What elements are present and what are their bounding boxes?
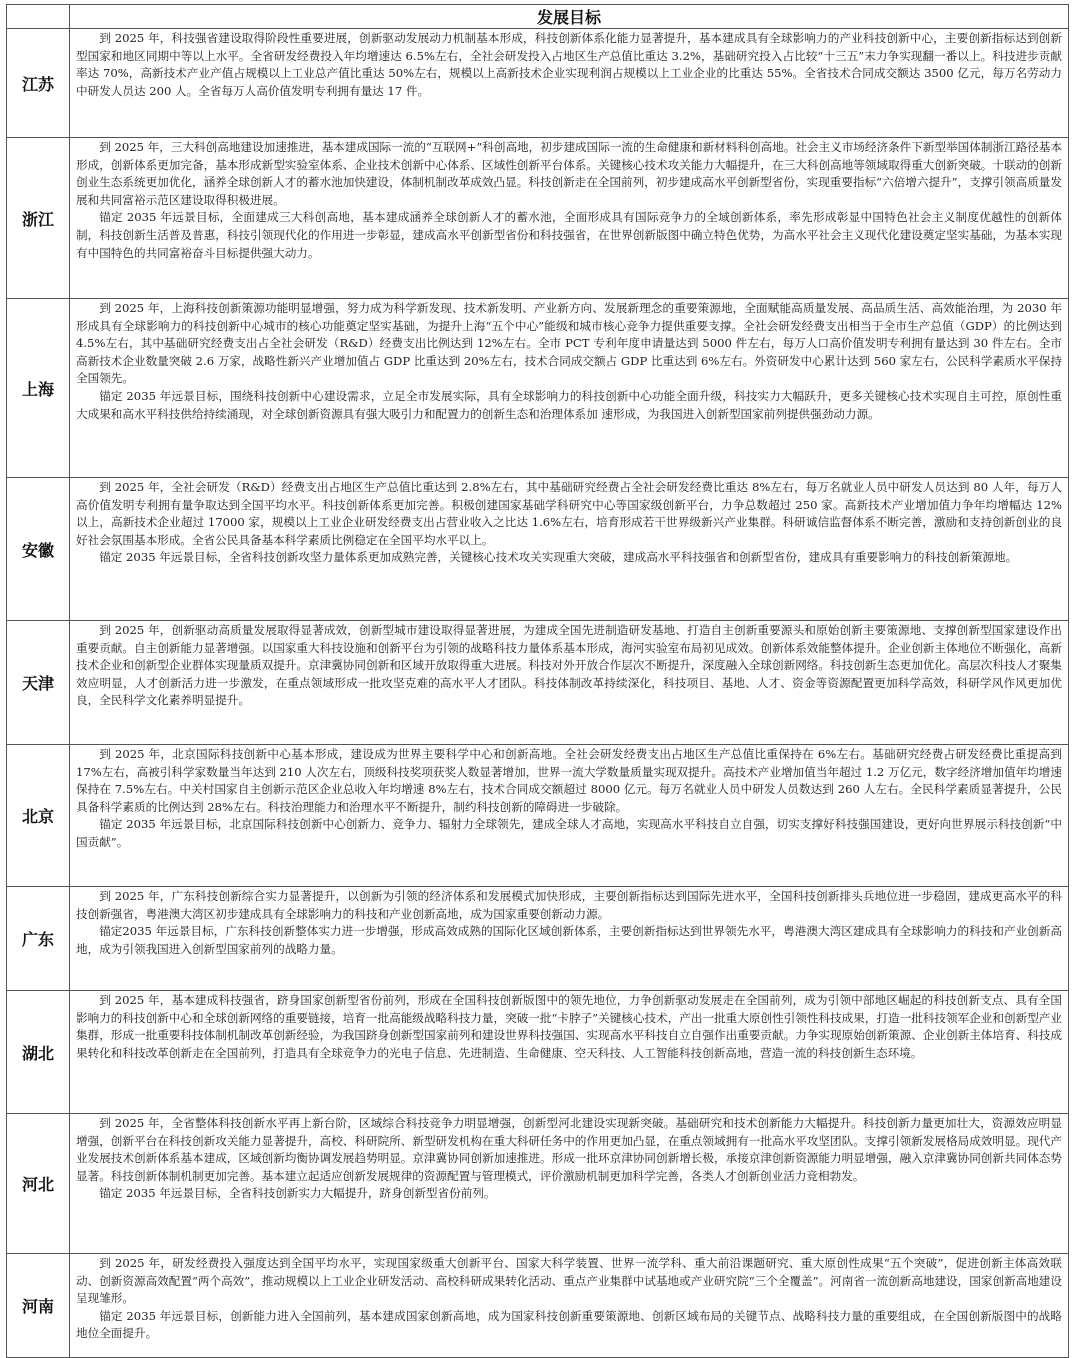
goal-content [70,478,1069,621]
goal-paragraph: 到 2025 年，研发经费投入强度达到全国平均水平，实现国家级重大创新平台、国家大科学装置、世界一流学科、重大前沿课题研究、重大原创性成果“五个突破”，促进创新主体高效联动、创新资源高效配置“两个高效”，推动规模以上工业企业研发活动、高校科研成果转化活动、重点产业集群中试基地或产业研究院“三个全覆盖”。河南省一流创新高地建设，国家创新高地建设呈现雏形。 [76,1256,1062,1306]
region-header-cell [7,5,70,29]
table-row [7,745,1069,887]
region-name: 江苏 [7,29,70,138]
table-row [7,991,1069,1114]
region-name: 河北 [7,1114,70,1254]
goal-paragraph: 到 2025 年，广东科技创新综合实力显著提升，以创新为引领的经济体系和发展模式加快形成，主要创新指标达到国际先进水平，全国科技创新排头兵地位进一步稳固，建成更高水平的科技创新强省，粤港澳大湾区初步建成具有全球影响力的科技和产业创新高地，成为国家重要创新动力源。 [76,889,1062,921]
region-name: 天津 [7,621,70,745]
goal-content [70,299,1069,478]
table-row [7,1114,1069,1254]
table-row [7,887,1069,991]
region-name: 湖北 [7,991,70,1114]
goal-content [70,745,1069,887]
table-title: 发展目标 [70,5,1069,29]
table-row [7,138,1069,299]
region-name: 浙江 [7,138,70,299]
region-name: 安徽 [7,478,70,621]
goal-content [70,887,1069,991]
goal-paragraph: 到 2025 年，基本建成科技强省，跻身国家创新型省份前列，形成在全国科技创新版图中的领先地位，力争创新驱动发展走在全国前列，成为引领中部地区崛起的科技创新支点、具有全国影响力的科技创新中心和全球创新网络的重要链接，培育一批高能级战略科技力量，突破一批“卡脖子”关键核心技术，产出一批重大原创性引领性科技成果，打造一批科技领军企业和创新型产业集群，形成一批重要科技体制机制改革创新经验，为我国跻身创新型国家前列和建设世界科技强国、实现高水平科技自立自强作出重要贡献。力争实现原始创新策源、企业创新主体培育、科技成果转化和科技改革创新走在全国前列，打造具有全球竞争力的光电子信息、先进制造、生命健康、空天科技、人工智能科技创新高地，营造一流的科技创新生态环境。 [76,993,1062,1060]
goal-paragraph: 到 2025 年，北京国际科技创新中心基本形成，建设成为世界主要科学中心和创新高地。全社会研发经费支出占地区生产总值比重保持在 6%左右。基础研究经费占研发经费比重提高到 17%左右，高被引科学家数量当年达到 210 人次左右，顶级科技奖项获奖人数显著增加，世界一流大学数量质量实现双提升。高技术产业增加值当年超过 1.2 万亿元，数字经济增加值年均增速保持在 7.5%左右。中关村国家自主创新示范区企业总收入年均增速 8%左右，技术合同成交额超过 8000 亿元。每万名就业人员中研发人员数达到 260 人左右。全民科学素质显著提升，公民具备科学素质的比例达到 28%左右。科技治理能力和治理水平不断提升，制约科技创新的障碍进一步破除。 [76,747,1062,814]
goal-paragraph: 锚定 2035 年远景目标，全省科技创新攻坚力量体系更加成熟完善，关键核心技术攻关实现重大突破，建成高水平科技强省和创新型省份，建成具有重要影响力的科技创新策源地。 [99,550,1018,565]
goal-content [70,991,1069,1114]
goal-paragraph: 到 2025 年，创新驱动高质量发展取得显著成效，创新型城市建设取得显著进展，为建成全国先进制造研发基地、打造自主创新重要源头和原始创新主要策源地、支撑创新型国家建设作出重要贡献。自主创新能力显著增强。以国家重大科技设施和创新平台为引领的战略科技力量体系基本形成，海河实验室布局初见成效。创新体系效能整体提升。企业创新主体地位不断强化，高新技术企业和创新型企业群体实现量质双提升。京津冀协同创新和区域开放取得重大进展。科技对外开放合作层次不断提升，深度融入全球创新网络。科技创新生态更加优化。高层次科技人才聚集效应明显，人才创新活力进一步激发，在重点领域形成一批攻坚克难的高水平人才团队。科技体制改革持续深化，科技项目、基地、人才、资金等资源配置更加科学高效，科研学风作风更加优良，全民科学文化素养明显提升。 [76,623,1062,708]
goal-content [70,621,1069,745]
goal-content [70,29,1069,138]
goal-paragraph: 锚定2035 年远景目标，广东科技创新整体实力进一步增强，形成高效成熟的国际化区域创新体系，主要创新指标达到世界领先水平，粤港澳大湾区建成具有全球影响力的科技和产业创新高地，成为引领我国进入创新型国家前列的战略力量。 [76,924,1062,956]
goals-table-wrapper [6,4,1068,1358]
goal-paragraph: 锚定 2035 年远景目标，全面建成三大科创高地，基本建成涵养全球创新人才的蓄水池，全面形成具有国际竞争力的全域创新体系，率先形成彰显中国特色社会主义制度优越性的创新体制，科技创新生活普及普惠，科技引领现代化的作用进一步彰显，建成高水平创新型省份和科技强省，在世界创新版图中确立特色优势，为高水平社会主义现代化建设奠定坚实基础，为基本实现有中国特色的共同富裕奋斗目标提供强大动力。 [76,210,1062,260]
goal-paragraph: 到 2025 年，三大科创高地建设加速推进，基本建成国际一流的“互联网+”科创高地，初步建成国际一流的生命健康和新材料科创高地。社会主义市场经济条件下新型举国体制浙江路径基本形成，创新体系更加完备，基本形成新型实验室体系、企业技术创新中心体系、区域性创新平台体系。关键核心技术攻关能力大幅提升，在三大科创高地等领域取得重大创新突破。十联动的创新创业生态系统更加优化，涵养全球创新人才的蓄水池加快建设，体制机制改革成效凸显。科技创新走在全国前列，初步建成高水平创新型省份，实现重要指标“六倍增六提升”，支撑引领高质量发展和共同富裕示范区建设取得积极进展。 [76,140,1062,207]
table-header-row [7,5,1069,29]
goal-paragraph: 锚定 2035 年远景目标，全省科技创新实力大幅提升，跻身创新型省份前列。 [99,1186,496,1201]
goal-content [70,1254,1069,1358]
goal-content [70,138,1069,299]
development-goals-table [6,4,1069,1358]
region-name: 广东 [7,887,70,991]
goal-paragraph: 到 2025 年，全省整体科技创新水平再上新台阶，区域综合科技竞争力明显增强，创新型河北建设实现新突破。基础研究和技术创新能力大幅提升。科技创新力量更加壮大，资源效应明显增强，创新平台在科技创新攻关能力显著提升，高校、科研院所、新型研发机构在重大科研任务中的作用更加凸显，在重点领域拥有一批高水平攻坚团队。支撑引领新发展格局成效明显。现代产业发展技术创新体系基本建成，区域创新均衡协调发展趋势明显。京津冀协同创新加速推进。形成一批环京津协同创新增长极，承接京津创新资源能力明显增强，融入京津冀协同创新共同体态势显著。科技创新体制机制更加完善。基本建立起适应创新发展规律的资源配置与管理模式，评价激励机制更加科学完善，各类人才创新创业活力竞相勃发。 [76,1116,1062,1183]
region-name: 上海 [7,299,70,478]
goal-paragraph: 到 2025 年，科技强省建设取得阶段性重要进展，创新驱动发展动力机制基本形成，科技创新体系化能力显著提升，基本建成具有全球影响力的产业科技创新中心，主要创新指标达到创新型国家和地区同期中等以上水平。全省研发经费投入年均增速达 6.5%左右，全社会研发投入占地区生产总值比重达 3.2%，基础研究投入占比较“十三五”末力争实现翻一番以上。科技进步贡献率达 70%，高新技术产业产值占规模以上工业总产值比重达 50%左右，规模以上高新技术企业实现利润占规模以上工业企业的比重达 55%。全省技术合同成交额达 3500 亿元，每万名劳动力中研发人员达 200 人。全省每万人高价值发明专利拥有量达 17 件。 [76,31,1062,98]
goal-paragraph: 锚定 2035 年远景目标，围绕科技创新中心建设需求，立足全市发展实际，具有全球影响力的科技创新中心功能全面升级，科技实力大幅跃升，更多关键核心技术实现自主可控，原创性重大成果和高水平科技供给持续涌现，对全球创新资源具有强大吸引力和配置力的创新生态和治理体系加 速形成，为我国进入创新型国家前列提供强劲动力源。 [76,388,1062,421]
goal-paragraph: 锚定 2035 年远景目标，北京国际科技创新中心创新力、竞争力、辐射力全球领先，建成全球人才高地，实现高水平科技自立自强，切实支撑好科技强国建设，更好向世界展示科技创新“中国贡献”。 [76,817,1062,849]
goal-paragraph: 锚定 2035 年远景目标，创新能力进入全国前列，基本建成国家创新高地，成为国家科技创新重要策源地、创新区域布局的关键节点、战略科技力量的重要组成，在全国创新版图中的战略地位全面提升。 [76,1308,1062,1341]
table-row [7,299,1069,478]
goal-content [70,1114,1069,1254]
table-row [7,1254,1069,1358]
table-row [7,478,1069,621]
table-row [7,29,1069,138]
table-row [7,621,1069,745]
goal-paragraph: 到 2025 年，上海科技创新策源功能明显增强，努力成为科学新发现、技术新发明、产业新方向、发展新理念的重要策源地，全面赋能高质量发展、高品质生活、高效能治理，为 2030 年形成具有全球影响力的科技创新中心城市的核心功能奠定坚实基础，为提升上海“五个中心”能级和城市核心竞争力提供重要支撑。全社会研发经费支出相当于全市生产总值（GDP）的比例达到 4.5%左右，其中基础研究经费支出占全社会研发（R&D）经费支出比例达到 12%左右。全市 PCT 专利年度申请量达到 5000 件左右，每万人口高价值发明专利拥有量达到 30 件左右。全市高新技术企业数量突破 2.6 万家，战略性新兴产业增加值占 GDP 比重达到 20%左右，技术合同成交额占 GDP 比重达到 6%左右。外资研发中心累计达到 560 家左右，公民科学素质水平保持全国领先。 [76,301,1062,386]
region-name: 河南 [7,1254,70,1358]
region-name: 北京 [7,745,70,887]
goal-paragraph: 到 2025 年，全社会研发（R&D）经费支出占地区生产总值比重达到 2.8%左右，其中基础研究经费占全社会研发经费比重达 8%左右，每万名就业人员中研发人员达到 80 人年，每万人高价值发明专利拥有量争取达到全国平均水平。科技创新体系更加完善。积极创建国家基础学科研究中心等国家级创新平台，力争总数超过 250 家。高新技术产业增加值力争年均增幅达 12%以上，高新技术企业超过 17000 家，规模以上工业企业研发经费支出占营业收入之比达 1.6%左右，培育形成若干世界级新兴产业集群。科研诚信监督体系不断完善，激励和支持创新创业的良好社会氛围基本形成。全省公民具备基本科学素质比例稳定在全国平均水平以上。 [76,480,1062,547]
